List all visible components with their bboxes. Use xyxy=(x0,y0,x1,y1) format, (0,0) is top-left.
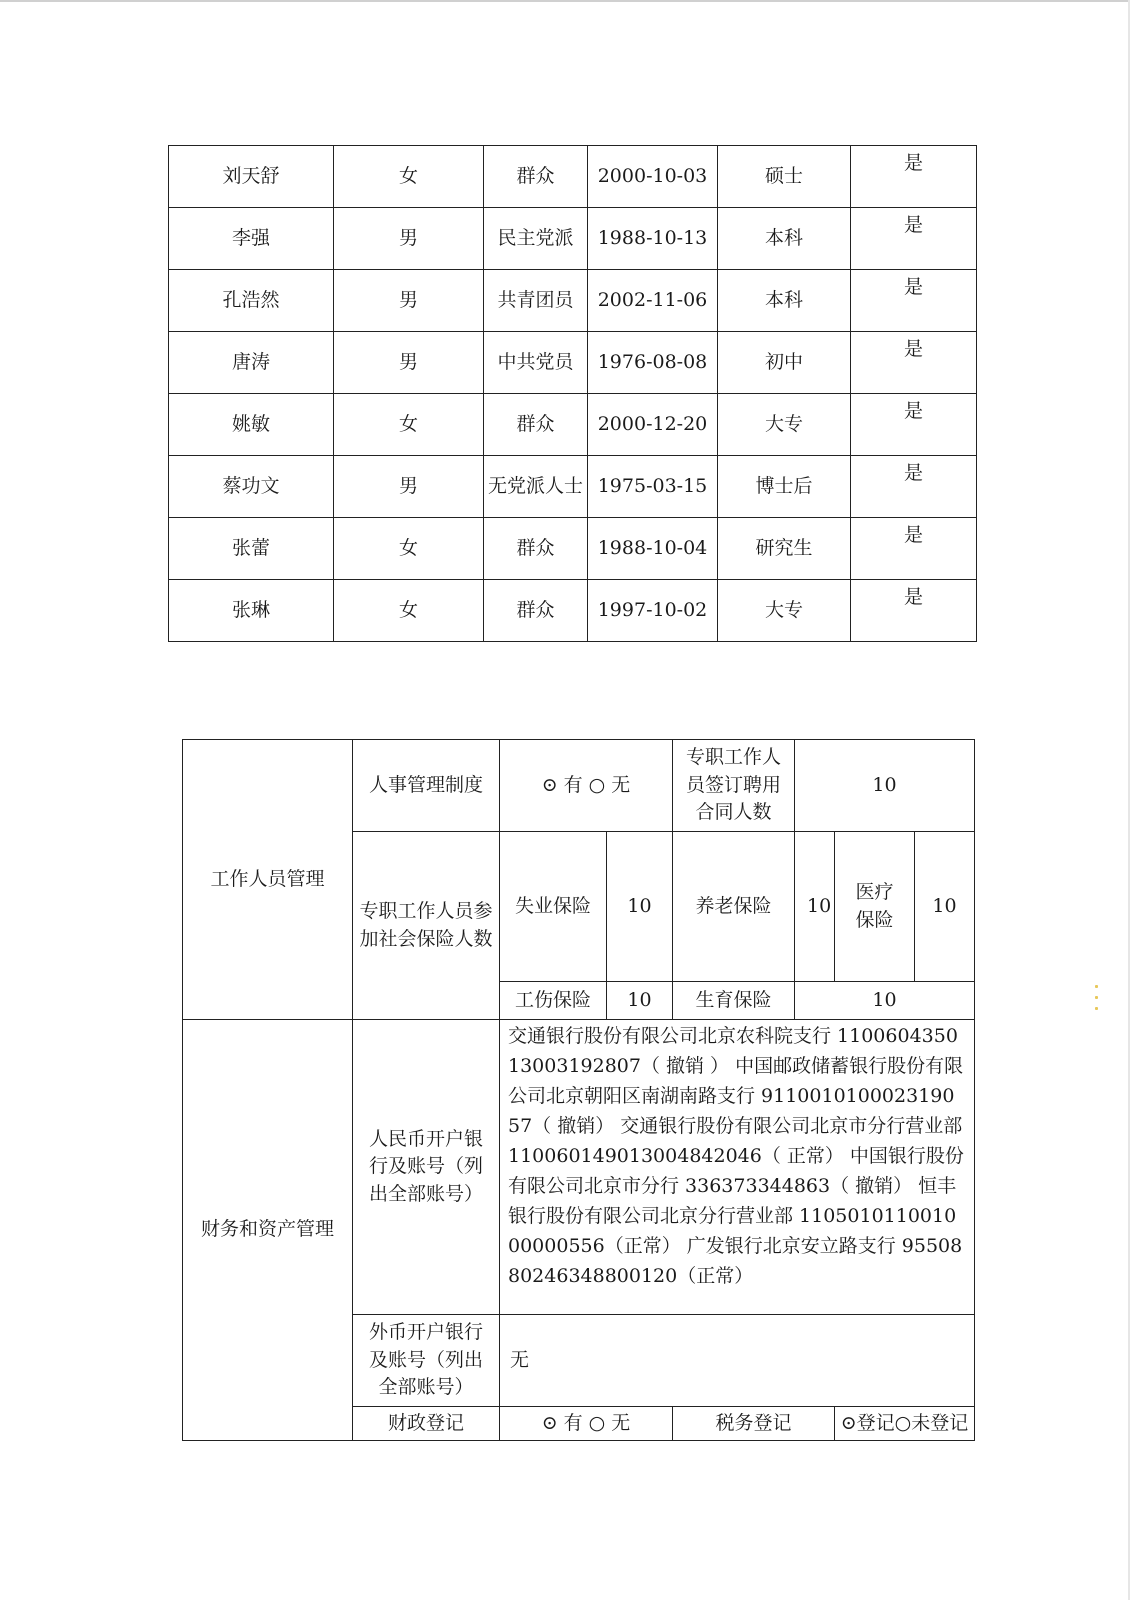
staff-politics-cell: 群众 xyxy=(484,146,588,208)
insurance-count-label: 专职工作人员参加社会保险人数 xyxy=(353,832,500,1020)
staff-politics-cell: 中共党员 xyxy=(484,332,588,394)
staff-name-cell: 刘天舒 xyxy=(169,146,334,208)
staff-education-cell: 本科 xyxy=(718,208,851,270)
staff-education-cell: 研究生 xyxy=(718,518,851,580)
staff-education-cell: 博士后 xyxy=(718,456,851,518)
staff-birthdate-cell: 2002-11-06 xyxy=(588,270,718,332)
staff-table-body xyxy=(169,146,977,642)
staff-flag-cell: 是 xyxy=(851,394,977,456)
scan-margin-marks xyxy=(1094,985,1100,1025)
management-table xyxy=(182,739,975,1441)
maternity-insurance-label: 生育保险 xyxy=(673,982,795,1020)
scan-top-edge xyxy=(0,0,1130,2)
staff-gender-cell: 男 xyxy=(334,456,484,518)
staff-flag-cell: 是 xyxy=(851,332,977,394)
staff-education-cell: 大专 xyxy=(718,580,851,642)
staff-gender-cell: 女 xyxy=(334,394,484,456)
staff-row xyxy=(169,146,977,208)
staff-flag-cell: 是 xyxy=(851,456,977,518)
staff-row xyxy=(169,332,977,394)
staff-name-cell: 李强 xyxy=(169,208,334,270)
injury-insurance-value: 10 xyxy=(607,982,673,1020)
staff-row xyxy=(169,518,977,580)
rmb-account-label: 人民币开户银行及账号（列出全部账号） xyxy=(353,1020,500,1315)
staff-mgmt-section-label: 工作人员管理 xyxy=(183,740,353,1020)
staff-birthdate-cell: 2000-12-20 xyxy=(588,394,718,456)
injury-insurance-label: 工伤保险 xyxy=(500,982,607,1020)
staff-politics-cell: 民主党派 xyxy=(484,208,588,270)
rmb-account-list: 交通银行股份有限公司北京农科院支行 110060435013003192807（ 撤销 ） 中国邮政储蓄银行股份有限公司北京朝阳区南湖南路支行 911001010002319057（ 撤销） 交通银行股份有限公司北京市分行营业部 110060149013004842046（ 正常） 中国银行股份有限公司北京市分行 336373344863（ 撤销） 恒丰银行股份有限公司北京分行营业部 110501011001000000556（正常） 广发银行北京安立路支行 9550880246348800120（正常） xyxy=(500,1020,975,1315)
contract-count-value: 10 xyxy=(795,740,975,832)
fiscal-registration-value: ⊙ 有 ○ 无 xyxy=(500,1407,673,1441)
staff-row xyxy=(169,208,977,270)
staff-table xyxy=(168,145,977,642)
finance-section-label: 财务和资产管理 xyxy=(183,1020,353,1441)
staff-politics-cell: 群众 xyxy=(484,394,588,456)
staff-name-cell: 姚敏 xyxy=(169,394,334,456)
staff-gender-cell: 男 xyxy=(334,270,484,332)
staff-row xyxy=(169,580,977,642)
staff-politics-cell: 无党派人士 xyxy=(484,456,588,518)
staff-birthdate-cell: 2000-10-03 xyxy=(588,146,718,208)
pension-insurance-value: 10 xyxy=(795,832,835,982)
staff-politics-cell: 群众 xyxy=(484,518,588,580)
unemployment-insurance-label: 失业保险 xyxy=(500,832,607,982)
staff-birthdate-cell: 1976-08-08 xyxy=(588,332,718,394)
hr-system-value: ⊙ 有 ○ 无 xyxy=(500,740,673,832)
fiscal-registration-label: 财政登记 xyxy=(353,1407,500,1441)
staff-name-cell: 张蕾 xyxy=(169,518,334,580)
pension-insurance-label: 养老保险 xyxy=(673,832,795,982)
staff-birthdate-cell: 1988-10-13 xyxy=(588,208,718,270)
staff-name-cell: 张琳 xyxy=(169,580,334,642)
staff-education-cell: 初中 xyxy=(718,332,851,394)
staff-politics-cell: 群众 xyxy=(484,580,588,642)
staff-row xyxy=(169,456,977,518)
staff-gender-cell: 男 xyxy=(334,332,484,394)
staff-gender-cell: 女 xyxy=(334,518,484,580)
staff-flag-cell: 是 xyxy=(851,146,977,208)
staff-row xyxy=(169,270,977,332)
staff-birthdate-cell: 1997-10-02 xyxy=(588,580,718,642)
staff-name-cell: 孔浩然 xyxy=(169,270,334,332)
staff-flag-cell: 是 xyxy=(851,270,977,332)
maternity-insurance-value: 10 xyxy=(795,982,975,1020)
staff-flag-cell: 是 xyxy=(851,208,977,270)
staff-gender-cell: 女 xyxy=(334,146,484,208)
medical-insurance-value: 10 xyxy=(915,832,975,982)
staff-flag-cell: 是 xyxy=(851,518,977,580)
fx-account-label: 外币开户银行及账号（列出全部账号） xyxy=(353,1315,500,1407)
contract-count-label: 专职工作人员签订聘用合同人数 xyxy=(673,740,795,832)
staff-birthdate-cell: 1975-03-15 xyxy=(588,456,718,518)
tax-registration-value: ⊙登记○未登记 xyxy=(835,1407,975,1441)
staff-gender-cell: 女 xyxy=(334,580,484,642)
tax-registration-label: 税务登记 xyxy=(673,1407,835,1441)
staff-name-cell: 唐涛 xyxy=(169,332,334,394)
staff-gender-cell: 男 xyxy=(334,208,484,270)
staff-flag-cell: 是 xyxy=(851,580,977,642)
staff-education-cell: 硕士 xyxy=(718,146,851,208)
staff-education-cell: 本科 xyxy=(718,270,851,332)
fx-account-value: 无 xyxy=(500,1315,975,1407)
unemployment-insurance-value: 10 xyxy=(607,832,673,982)
staff-birthdate-cell: 1988-10-04 xyxy=(588,518,718,580)
staff-politics-cell: 共青团员 xyxy=(484,270,588,332)
staff-education-cell: 大专 xyxy=(718,394,851,456)
hr-system-label: 人事管理制度 xyxy=(353,740,500,832)
staff-row xyxy=(169,394,977,456)
staff-name-cell: 蔡功文 xyxy=(169,456,334,518)
medical-insurance-label: 医疗保险 xyxy=(835,832,915,982)
